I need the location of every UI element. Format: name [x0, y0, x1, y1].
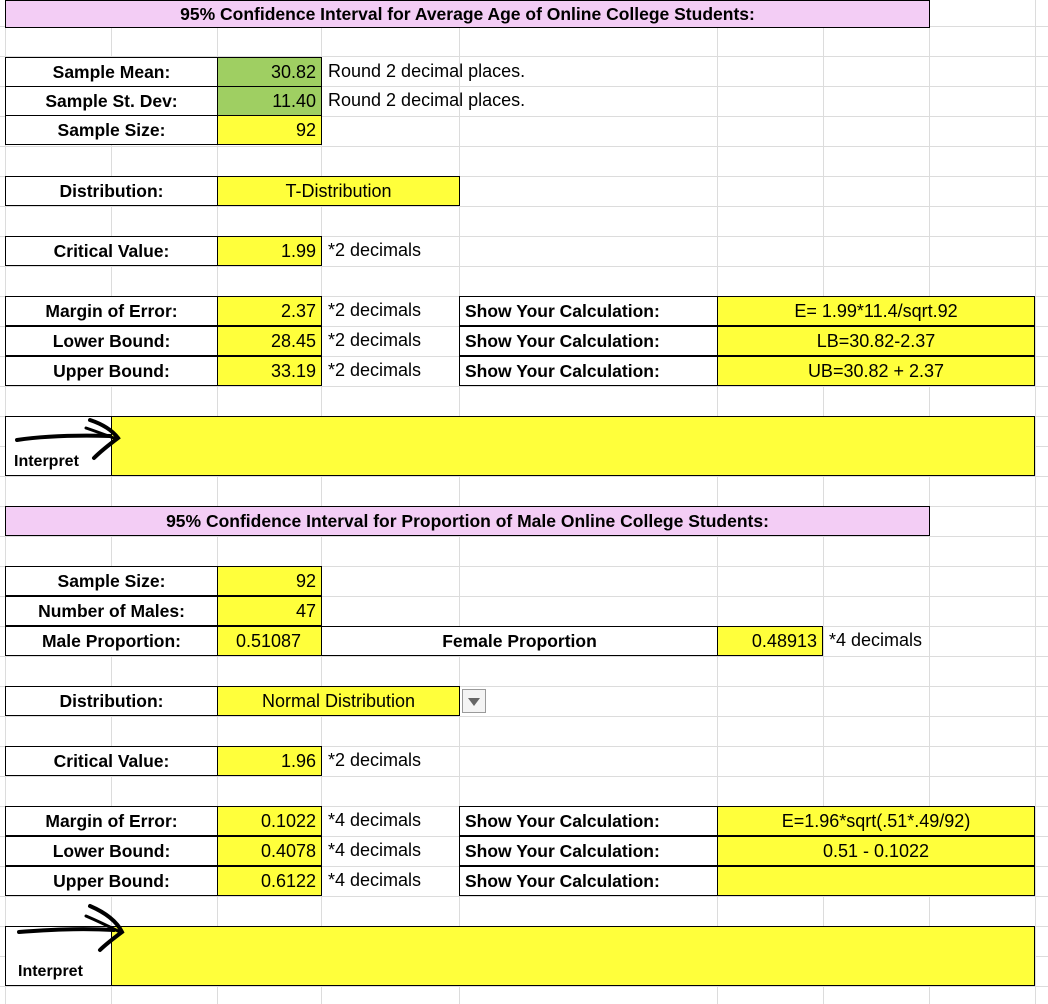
- sample-size-label: Sample Size:: [5, 115, 218, 145]
- margin-of-error-note: *2 decimals: [328, 300, 422, 320]
- interpret-answer-cell[interactable]: [111, 416, 1035, 476]
- prop-lower-calc-label: Show Your Calculation:: [459, 836, 718, 866]
- prop-section-title: 95% Confidence Interval for Proportion of Male Online College Students:: [5, 506, 930, 536]
- sample-sd-note: Round 2 decimal places.: [328, 90, 526, 110]
- prop-margin-label: Margin of Error:: [5, 806, 218, 836]
- male-proportion-label: Male Proportion:: [5, 626, 218, 656]
- prop-interpret-answer-cell[interactable]: [111, 926, 1035, 986]
- prop-distribution-label: Distribution:: [5, 686, 218, 716]
- prop-upper-calc-cell[interactable]: [717, 866, 1035, 896]
- prop-margin-calc-label: Show Your Calculation:: [459, 806, 718, 836]
- distribution-cell[interactable]: T-Distribution: [217, 176, 460, 206]
- number-of-males-cell[interactable]: 47: [217, 596, 322, 626]
- prop-upper-calc-label: Show Your Calculation:: [459, 866, 718, 896]
- prop-margin-note: *4 decimals: [328, 810, 422, 830]
- upper-bound-note: *2 decimals: [328, 360, 422, 380]
- distribution-label: Distribution:: [5, 176, 218, 206]
- sample-mean-label: Sample Mean:: [5, 57, 218, 87]
- prop-interpret-label: Interpret: [18, 963, 83, 980]
- lower-calc-label: Show Your Calculation:: [459, 326, 718, 356]
- prop-critical-value-note: *2 decimals: [328, 750, 422, 770]
- critical-value-label: Critical Value:: [5, 236, 218, 266]
- prop-upper-cell[interactable]: 0.6122: [217, 866, 322, 896]
- critical-value-note: *2 decimals: [328, 240, 422, 260]
- margin-of-error-label: Margin of Error:: [5, 296, 218, 326]
- sample-sd-cell[interactable]: 11.40: [217, 86, 322, 116]
- sample-sd-label: Sample St. Dev:: [5, 86, 218, 116]
- male-proportion-cell[interactable]: 0.51087: [217, 626, 322, 656]
- female-proportion-label: Female Proportion: [321, 626, 718, 656]
- upper-bound-label: Upper Bound:: [5, 356, 218, 386]
- prop-distribution-cell[interactable]: Normal Distribution: [217, 686, 460, 716]
- hand-drawn-arrow-icon: [14, 414, 124, 464]
- female-proportion-cell[interactable]: 0.48913: [717, 626, 823, 656]
- margin-calc-label: Show Your Calculation:: [459, 296, 718, 326]
- prop-critical-value-label: Critical Value:: [5, 746, 218, 776]
- prop-upper-note: *4 decimals: [328, 870, 422, 890]
- hand-drawn-arrow-icon: [16, 900, 128, 956]
- prop-lower-cell[interactable]: 0.4078: [217, 836, 322, 866]
- critical-value-cell[interactable]: 1.99: [217, 236, 322, 266]
- upper-calc-label: Show Your Calculation:: [459, 356, 718, 386]
- lower-bound-cell[interactable]: 28.45: [217, 326, 322, 356]
- margin-calc-cell[interactable]: E= 1.99*11.4/sqrt.92: [717, 296, 1035, 326]
- sample-mean-cell[interactable]: 30.82: [217, 57, 322, 87]
- prop-lower-note: *4 decimals: [328, 840, 422, 860]
- sample-size-cell[interactable]: 92: [217, 115, 322, 145]
- prop-critical-value-cell[interactable]: 1.96: [217, 746, 322, 776]
- prop-sample-size-cell[interactable]: 92: [217, 566, 322, 596]
- number-of-males-label: Number of Males:: [5, 596, 218, 626]
- lower-bound-label: Lower Bound:: [5, 326, 218, 356]
- margin-of-error-cell[interactable]: 2.37: [217, 296, 322, 326]
- lower-bound-note: *2 decimals: [328, 330, 422, 350]
- lower-calc-cell[interactable]: LB=30.82-2.37: [717, 326, 1035, 356]
- mean-section-title: 95% Confidence Interval for Average Age of Online College Students:: [5, 0, 930, 28]
- interpret-label: Interpret: [14, 453, 79, 470]
- dropdown-arrow-icon[interactable]: [462, 689, 486, 713]
- prop-margin-cell[interactable]: 0.1022: [217, 806, 322, 836]
- prop-lower-calc-cell[interactable]: 0.51 - 0.1022: [717, 836, 1035, 866]
- sample-mean-note: Round 2 decimal places.: [328, 61, 526, 81]
- prop-sample-size-label: Sample Size:: [5, 566, 218, 596]
- upper-bound-cell[interactable]: 33.19: [217, 356, 322, 386]
- prop-margin-calc-cell[interactable]: E=1.96*sqrt(.51*.49/92): [717, 806, 1035, 836]
- upper-calc-cell[interactable]: UB=30.82 + 2.37: [717, 356, 1035, 386]
- prop-lower-label: Lower Bound:: [5, 836, 218, 866]
- female-proportion-note: *4 decimals: [829, 630, 923, 650]
- prop-upper-label: Upper Bound:: [5, 866, 218, 896]
